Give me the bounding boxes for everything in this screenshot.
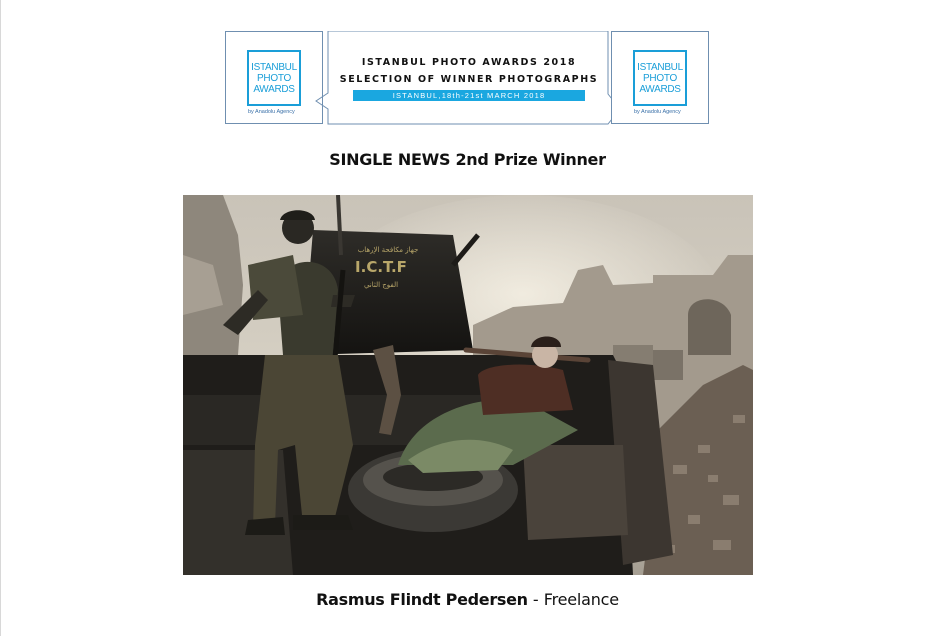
vehicle-text-bottom: الفوج الثاني	[363, 281, 399, 289]
logo-right	[611, 31, 709, 124]
photo-credit	[0, 590, 935, 609]
istanbul-photo-awards-logo	[247, 50, 301, 106]
vehicle-text-main: I.C.T.F	[355, 258, 407, 276]
banner-title-line2: SELECTION OF WINNER PHOTOGRAPHS	[339, 74, 599, 85]
logo-line: AWARDS	[639, 83, 681, 95]
prize-heading: SINGLE NEWS 2nd Prize Winner	[329, 150, 606, 169]
vehicle-text-top: جهاز مكافحة الإرهاب	[357, 246, 419, 254]
logo-line: ISTANBUL	[251, 61, 297, 73]
photo-illustration	[183, 195, 753, 575]
photographer-name: Rasmus Flindt Pedersen	[316, 590, 528, 609]
istanbul-photo-awards-logo	[633, 50, 687, 106]
logo-left	[225, 31, 323, 124]
banner-title-line1: ISTANBUL PHOTO AWARDS 2018	[361, 57, 577, 68]
banner-title	[329, 31, 609, 124]
page-edge	[0, 0, 1, 636]
logo-line: PHOTO	[257, 72, 291, 84]
logo-line: ISTANBUL	[637, 61, 683, 73]
banner-date-bar	[353, 90, 585, 101]
awards-banner	[225, 31, 711, 126]
banner-date: ISTANBUL,18th-21st MARCH 2018	[392, 91, 546, 100]
logo-byline: by Anadolu Agency	[634, 109, 681, 115]
credit-separator: -	[527, 590, 544, 609]
photographer-affiliation: Freelance	[543, 590, 619, 609]
logo-line: PHOTO	[643, 72, 677, 84]
winner-photograph	[183, 195, 753, 575]
logo-byline: by Anadolu Agency	[248, 109, 295, 115]
logo-line: AWARDS	[253, 83, 295, 95]
